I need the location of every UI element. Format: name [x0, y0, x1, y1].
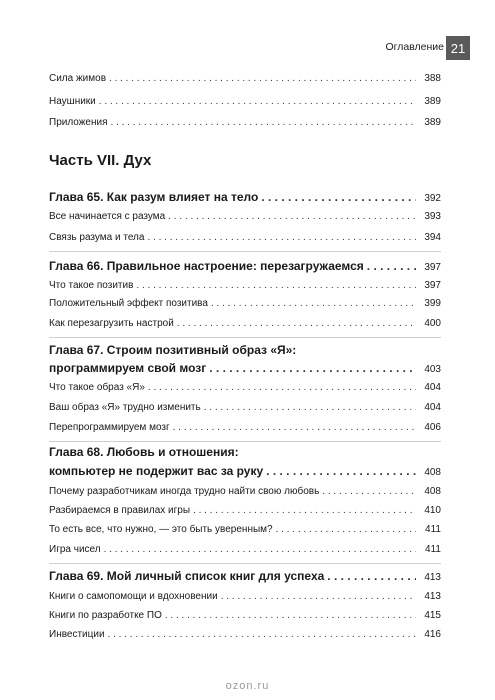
chapter-heading-line1[interactable]: Глава 67. Строим позитивный образ «Я»: [49, 343, 297, 357]
toc-entry[interactable]: Все начинается с разума . . . 393 [49, 211, 441, 222]
toc-entry[interactable]: Как перезагрузить настрой . . . 400 [49, 318, 441, 329]
chapter-heading[interactable]: Глава 66. Правильное настроение: перезагружаемся . . . 397 [49, 259, 441, 273]
toc-entry[interactable]: Игра чисел . . . 411 [49, 544, 441, 555]
toc-entry[interactable]: Что такое позитив . . . 397 [49, 280, 441, 291]
chapter-heading-line1[interactable]: Глава 68. Любовь и отношения: [49, 445, 239, 459]
toc-entry[interactable]: Перепрограммируем мозг . . . 406 [49, 422, 441, 433]
divider [49, 563, 441, 564]
chapter-heading[interactable]: программируем свой мозг . . . 403 [49, 361, 441, 375]
divider [49, 251, 441, 252]
part-title: Часть VII. Дух [49, 152, 152, 169]
chapter-heading[interactable]: Глава 65. Как разум влияет на тело . . . 392 [49, 190, 441, 204]
divider [49, 441, 441, 442]
toc-entry[interactable]: Книги о самопомощи и вдохновении . . . 413 [49, 591, 441, 602]
running-header [0, 36, 495, 60]
divider [49, 337, 441, 338]
toc-entry[interactable]: Связь разума и тела . . . 394 [49, 232, 441, 243]
toc-entry[interactable]: Почему разработчикам иногда трудно найти свою любовь . . . 408 [49, 486, 441, 497]
toc-entry[interactable]: Книги по разработке ПО . . . 415 [49, 610, 441, 621]
toc-entry[interactable]: Сила жимов . . . 388 [49, 73, 441, 84]
page-number: 21 [446, 36, 470, 60]
toc-entry[interactable]: Приложения . . . 389 [49, 117, 441, 128]
toc-entry[interactable]: То есть все, что нужно, — это быть уверенным? . . . 411 [49, 524, 441, 535]
toc-entry[interactable]: Положительный эффект позитива . . . 399 [49, 298, 441, 309]
section-title: Оглавление [385, 41, 444, 53]
chapter-heading[interactable]: Глава 69. Мой личный список книг для успеха . . . 413 [49, 569, 441, 583]
toc-entry[interactable]: Наушники . . . 389 [49, 96, 441, 107]
toc-entry[interactable]: Разбираемся в правилах игры . . . 410 [49, 505, 441, 516]
chapter-heading[interactable]: компьютер не подержит вас за руку . . . 408 [49, 464, 441, 478]
toc-entry[interactable]: Ваш образ «Я» трудно изменить . . . 404 [49, 402, 441, 413]
toc-entry[interactable]: Что такое образ «Я» . . . 404 [49, 382, 441, 393]
watermark: ozon.ru [225, 680, 270, 692]
toc-entry[interactable]: Инвестиции . . . 416 [49, 629, 441, 640]
